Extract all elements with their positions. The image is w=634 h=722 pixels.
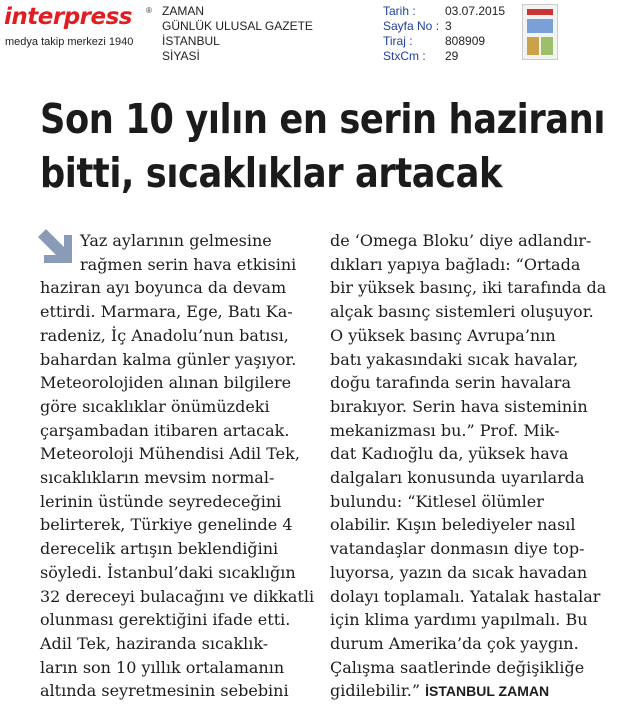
publication-city: İSTANBUL <box>162 34 220 48</box>
meta-label: Tarih : <box>383 4 416 18</box>
clipping-meta <box>383 4 505 64</box>
logo-tagline: medya takip merkezi 1940 <box>5 36 134 48</box>
meta-value: 3 <box>445 19 452 33</box>
body-line: dat Kadıoğlu da, yüksek hava <box>330 444 569 464</box>
meta-value: 29 <box>445 49 459 63</box>
body-line: Adil Tek, haziranda sıcaklık- <box>40 633 269 653</box>
body-line-text: gidilebilir.” <box>330 681 421 701</box>
body-line: alçak basınç sistemleri oluşuyor. <box>330 302 594 322</box>
body-line: dalgaları konusunda uyarılarda <box>330 468 585 488</box>
body-line-last <box>330 679 606 704</box>
body-line: batı yakasındaki sıcak havalar, <box>330 349 579 369</box>
body-line: vatandaşlar donmasın diye top- <box>330 539 585 559</box>
body-line: ların son 10 yıllık ortalamanın <box>40 657 285 677</box>
meta-label: StxCm : <box>383 49 426 63</box>
publication-info <box>162 4 313 64</box>
body-line: de ‘Omega Bloku’ diye adlandır- <box>330 231 592 250</box>
body-line: çarşambadan itibaren artacak. <box>40 420 290 440</box>
body-line: Meteoroloji Mühendisi Adil Tek, <box>40 444 300 464</box>
body-line: Meteorolojiden alınan bilgilere <box>40 373 292 393</box>
body-line: Çalışma saatlerinde değişikliğe <box>330 657 585 677</box>
body-line: altında seyretmesinin sebebini <box>40 681 289 701</box>
meta-row-page <box>383 19 505 34</box>
body-line: olabilir. Kışın belediyeler nasıl <box>330 515 576 535</box>
body-line: O yüksek basınç Avrupa’nın <box>330 325 556 345</box>
body-line: lerinin üstünde seyredeceğini <box>40 491 282 511</box>
body-line: sıcaklıkların mevsim normal- <box>40 468 275 488</box>
meta-value: 808909 <box>445 34 486 48</box>
body-line: olunması gerektiğini ifade etti. <box>40 610 291 630</box>
body-line: luyorsa, yazın da sıcak havadan <box>330 562 588 582</box>
article-column-right <box>330 229 606 704</box>
body-line: bahardan kalma günler yaşıyor. <box>40 349 297 369</box>
body-line: bulundu: “Kitlesel ölümler <box>330 491 544 511</box>
registered-mark: ® <box>146 6 152 15</box>
body-line: 32 dereceyi bulacağını ve dikkatli <box>40 586 315 606</box>
body-line: ettirdi. Marmara, Ege, Batı Ka- <box>40 302 293 322</box>
meta-label: Tiraj : <box>383 34 413 48</box>
body-line: haziran ayı boyunca da devam <box>40 278 287 298</box>
headline-line: bitti, sıcaklıklar artacak <box>40 149 502 197</box>
body-line: Yaz aylarının gelmesine <box>80 231 272 250</box>
body-line: durum Amerika’da çok yaygın. <box>330 633 579 653</box>
body-line: dolayı toplamalı. Yatalak hastalar <box>330 586 601 606</box>
body-line: bir yüksek basınç, iki tarafında da <box>330 278 607 298</box>
body-line: göre sıcaklıklar önümüzdeki <box>40 396 270 416</box>
publication-section: SİYASİ <box>162 49 200 63</box>
body-line: dıkları yapıya bağladı: “Ortada <box>330 254 581 274</box>
body-line: için klima yardımı yapılmalı. Bu <box>330 610 588 630</box>
body-line: söyledi. İstanbul’daki sıcaklığın <box>40 562 296 582</box>
headline-line: Son 10 yılın en serin haziranı <box>40 95 605 143</box>
body-line: belirterek, Türkiye genelinde 4 <box>40 515 293 535</box>
meta-value: 03.07.2015 <box>445 4 506 18</box>
body-line: derecelik artışın beklendiğini <box>40 539 279 559</box>
body-line: bırakıyor. Serin hava sisteminin <box>330 396 588 416</box>
publication-name: ZAMAN <box>162 4 204 18</box>
body-line: mekanizması bu.” Prof. Mik- <box>330 420 560 440</box>
meta-row-stxcm <box>383 49 505 64</box>
body-line: doğu tarafında serin havalara <box>330 373 571 393</box>
article-signature: İSTANBUL ZAMAN <box>425 683 550 700</box>
logo-wordmark: interpress <box>4 4 132 30</box>
interpress-logo <box>4 4 152 50</box>
article-column-left <box>40 229 314 703</box>
meta-row-date <box>383 4 505 19</box>
publication-type: GÜNLÜK ULUSAL GAZETE <box>162 19 313 33</box>
body-line: rağmen serin hava etkisini <box>80 254 297 274</box>
article-headline <box>40 92 605 200</box>
body-line: radeniz, İç Anadolu’nun batısı, <box>40 325 289 345</box>
page-thumbnail[interactable] <box>522 4 558 60</box>
meta-row-circulation <box>383 34 505 49</box>
meta-label: Sayfa No : <box>383 19 440 33</box>
